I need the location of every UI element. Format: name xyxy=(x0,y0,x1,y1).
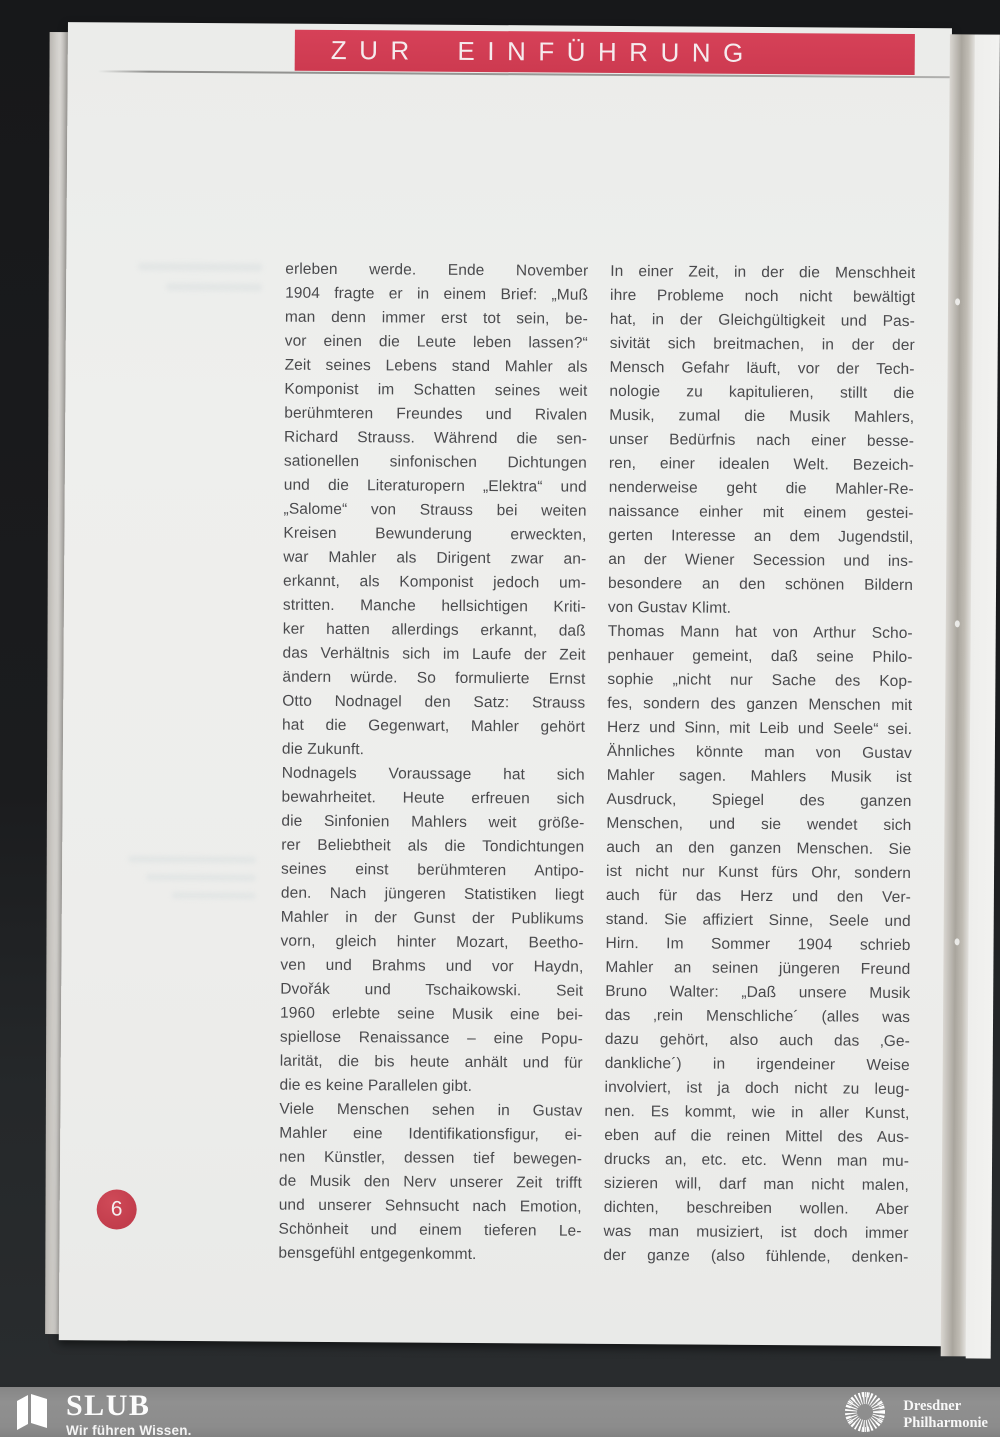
text-line: man denn immer erst tot sein, be- xyxy=(284,308,588,328)
text-line: erkannt, als Komponist jedoch um- xyxy=(283,572,587,592)
text-line: sophie „nicht nur Sache des Kop- xyxy=(607,670,913,691)
text-line: „Salome“ von Strauss bei weiten xyxy=(283,500,587,520)
text-line: eben auf die reinen Mittel des Aus- xyxy=(604,1126,910,1147)
text-line: Ausdruck, Spiegel des ganzen xyxy=(606,790,912,811)
text-line: Herz und Sinn, mit Leib und Seele“ sei. xyxy=(607,718,913,739)
paragraph xyxy=(282,258,589,764)
text-line: Bruno Walter: „Daß unsere Musik xyxy=(605,982,911,1003)
text-line: fes, sondern des ganzen Menschen mit xyxy=(607,694,913,715)
text-line: Ähnliches könnte man von Gustav xyxy=(606,742,912,763)
staple-mark xyxy=(955,298,960,305)
text-line: Mahler eine Identifikationsfigur, ei- xyxy=(279,1124,583,1144)
text-line: Kreisen Bewunderung erweckten, xyxy=(283,524,587,544)
philharmonie-text-block xyxy=(903,1398,988,1431)
text-line: Mahler in der Gunst der Publikums xyxy=(280,908,584,928)
text-line: stand. Sie affiziert Sinne, Seele und xyxy=(605,910,911,931)
text-line: de Musik den Nerv unserer Zeit trifft xyxy=(278,1172,582,1192)
text-line: die es keine Parallelen gibt. xyxy=(279,1076,473,1095)
text-line: von Gustav Klimt. xyxy=(607,598,732,617)
text-line: ist nicht nur Kunst fürs Ohr, sondern xyxy=(606,862,912,883)
text-line: penhauer gemeint, daß seine Philo- xyxy=(607,646,913,667)
text-line: ker hatten allerdings erkannt, daß xyxy=(282,620,586,640)
text-line: an der Wiener Secession und ins- xyxy=(608,550,914,571)
text-line: bewahrheitet. Heute erfreuen sich xyxy=(281,788,585,808)
text-line: 1904 fragte er in einem Brief: „Muß xyxy=(285,284,589,304)
slub-text-block xyxy=(66,1391,192,1437)
text-line: Thomas Mann hat von Arthur Scho- xyxy=(607,622,913,643)
text-line: vorn, gleich hinter Mozart, Beetho- xyxy=(280,932,584,952)
footer-bar xyxy=(0,1387,1000,1437)
paragraph xyxy=(278,1098,582,1268)
text-line: und unserer Sehnsucht nach Emotion, xyxy=(278,1196,582,1216)
text-line: Richard Strauss. Während die sen- xyxy=(284,428,588,448)
text-line: ändern würde. So formulierte Ernst xyxy=(282,668,586,688)
text-line: unser Bedürfnis nach einer besse- xyxy=(609,430,915,451)
slub-branding xyxy=(14,1391,192,1437)
text-line: ihre Probleme noch nicht bewältigt xyxy=(610,286,916,307)
page-showthrough xyxy=(120,855,256,899)
text-line: Nodnagels Voraussage hat sich xyxy=(281,764,585,784)
text-line: Mahler sagen. Mahlers Musik ist xyxy=(606,766,912,787)
page-showthrough xyxy=(130,263,262,292)
text-line: sizieren will, darf man nicht malen, xyxy=(603,1174,909,1195)
text-line: In einer Zeit, in der die Menschheit xyxy=(610,262,916,283)
text-line: nen Künstler, dessen tief bewegen- xyxy=(279,1148,583,1168)
paragraph xyxy=(608,260,916,622)
text-line: vor einen die Leute leben lassen?“ xyxy=(284,332,588,352)
open-book-icon xyxy=(14,1391,50,1437)
text-line: das ‚rein Menschliche´ (alles was xyxy=(605,1006,911,1027)
text-line: stritten. Manche hellsichtigen Kriti- xyxy=(282,596,586,616)
text-line: Musik, zumal die Musik Mahlers, xyxy=(609,406,915,427)
text-line: berühmteren Freundes und Rivalen xyxy=(284,404,588,424)
text-line: auch an den ganzen Menschen. Sie xyxy=(606,838,912,859)
text-line: Zeit seines Lebens stand Mahler als xyxy=(284,356,588,376)
text-line: hat die Gegenwart, Mahler gehört xyxy=(282,716,586,736)
text-line: das Verhältnis sich im Laufe der Zeit xyxy=(282,644,586,664)
staple-mark xyxy=(955,938,960,945)
starburst-icon xyxy=(842,1389,888,1437)
text-line: seines einst berühmteren Antipo- xyxy=(281,860,585,880)
text-line: auch für das Herz und den Ver- xyxy=(605,886,911,907)
text-line: Viele Menschen sehen in Gustav xyxy=(279,1100,583,1120)
text-line: Menschen, und sie wendet sich xyxy=(606,814,912,835)
text-line: dichten, beschreiben wollen. Aber xyxy=(603,1198,909,1219)
text-line: dazu gehört, also auch das ‚Ge- xyxy=(604,1030,910,1051)
text-line: 1960 erlebte seine Musik eine bei- xyxy=(280,1004,584,1024)
text-line: Otto Nodnagel den Satz: Strauss xyxy=(282,692,586,712)
slub-logo-text: SLUB xyxy=(66,1389,151,1422)
text-line: nologie zu kapitulieren, stillt die xyxy=(609,382,915,403)
page-number-badge xyxy=(97,1189,137,1229)
text-line: erleben werde. Ende November xyxy=(285,260,589,280)
philharmonie-branding xyxy=(842,1389,988,1437)
text-line: die Zukunft. xyxy=(281,740,365,759)
text-line: und die Literaturopern „Elektra“ und xyxy=(283,476,587,496)
text-line: dankliche´) in irgendeiner Weise xyxy=(604,1054,910,1075)
paragraph xyxy=(603,620,913,1270)
text-line: Hirn. Im Sommer 1904 schrieb xyxy=(605,934,911,955)
text-line: den. Nach jüngeren Statistiken liegt xyxy=(280,884,584,904)
text-line: ven und Brahms und vor Haydn, xyxy=(280,956,584,976)
text-column-left xyxy=(278,258,588,1268)
booklet-page xyxy=(59,22,952,1346)
text-column-right xyxy=(603,260,915,1270)
text-line: Mahler an seinen jüngeren Freund xyxy=(605,958,911,979)
text-line: was man musiziert, ist doch immer xyxy=(603,1222,909,1243)
section-banner xyxy=(295,30,915,75)
scanned-booklet xyxy=(43,20,1000,1357)
text-line: die Sinfonien Mahlers weit größe- xyxy=(281,812,585,832)
text-line: Schönheit und einem tieferen Le- xyxy=(278,1220,582,1240)
paragraph xyxy=(279,762,584,1100)
text-line: sationellen sinfonischen Dichtungen xyxy=(283,452,587,472)
text-line: sivität sich breitmachen, in der der xyxy=(609,334,915,355)
text-line: ren, einer idealen Welt. Bezeich- xyxy=(608,454,914,475)
philharmonie-name-line1: Dresdner xyxy=(903,1398,962,1414)
text-line: involviert, ist ja doch nicht zu leug- xyxy=(604,1078,910,1099)
text-line: nenderweise geht die Mahler-Re- xyxy=(608,478,914,499)
philharmonie-name-line2: Philharmonie xyxy=(903,1414,988,1431)
slub-tagline: Wir führen Wissen. xyxy=(66,1423,192,1437)
page-number: 6 xyxy=(110,1197,123,1221)
text-line: besondere an den schönen Bildern xyxy=(608,574,914,595)
text-line: gerten Interesse an dem Jugendstil, xyxy=(608,526,914,547)
text-line: nen. Es kommt, wie in aller Kunst, xyxy=(604,1102,910,1123)
text-line: Komponist im Schatten seines weit xyxy=(284,380,588,400)
text-line: bensgefühl entgegenkommt. xyxy=(278,1244,477,1263)
text-line: hat, in der Gleichgültigkeit und Pas- xyxy=(609,310,915,331)
text-line: spiellose Renaissance – eine Popu- xyxy=(279,1028,583,1048)
text-line: Mensch Gefahr läuft, vor der Tech- xyxy=(609,358,915,379)
section-title: ZUR EINFÜHRUNG xyxy=(330,34,756,68)
staple-mark xyxy=(955,620,960,627)
text-line: der ganze (also fühlende, denken- xyxy=(603,1246,909,1267)
text-line: rer Beliebtheit als die Tondichtungen xyxy=(281,836,585,856)
text-line: naissance einher mit einem gestei- xyxy=(608,502,914,523)
text-line: larität, die bis heute anhält und für xyxy=(279,1052,583,1072)
text-line: drucks an, etc. etc. Wenn man mu- xyxy=(603,1150,910,1171)
text-line: Dvořák und Tschaikowski. Seit xyxy=(280,980,584,1000)
text-line: war Mahler als Dirigent zwar an- xyxy=(283,548,587,568)
